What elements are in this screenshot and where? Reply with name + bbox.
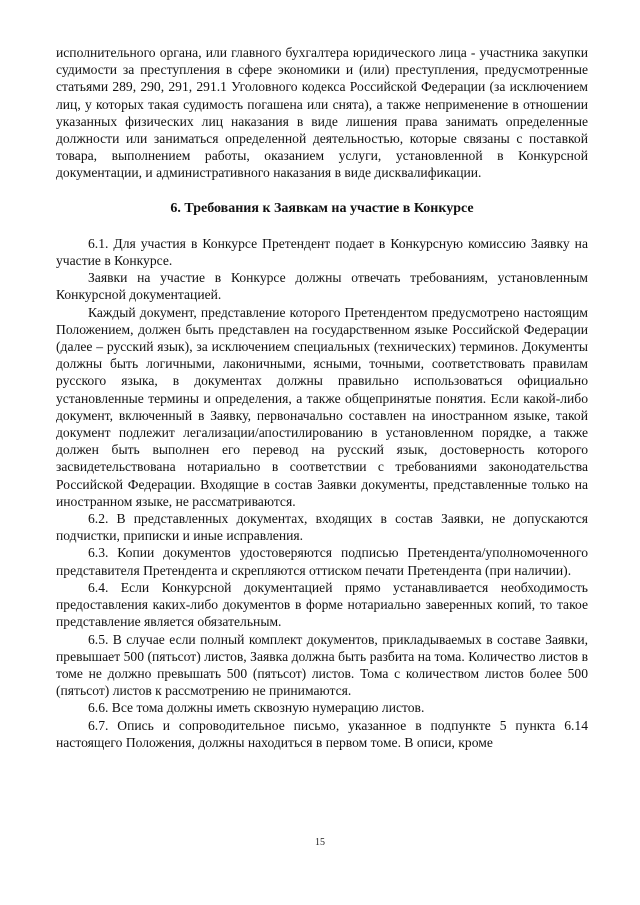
paragraph-6-1: 6.1. Для участия в Конкурсе Претендент подает в Конкурсную комиссию Заявку на участие в Конкурсе. — [56, 235, 588, 269]
paragraph-6-3: 6.3. Копии документов удостоверяются подписью Претендента/уполномоченного представителя Претендента и скрепляются оттиском печати Претендента (при наличии). — [56, 545, 588, 578]
paragraph-continuation: исполнительного органа, или главного бухгалтера юридического лица - участника закупки судимости за преступления в сфере экономики и (или) преступления, предусмотренные статьями 289, 290, 291, 291.1 Уголовного кодекса Российской Федерации (за исключением лиц, у которых такая судимость погашена или снята), а также неприменение в отношении указанных физических лиц наказания в виде лишения права занимать определенные должности или заниматься определенной деятельностью, которые связаны с поставкой товара, выполнением работы, оказанием услуги, установленной в Конкурсной документации, и административного наказания в виде дисквалификации. — [56, 45, 588, 181]
document-page — [56, 44, 588, 751]
paragraph-6-7: 6.7. Опись и сопроводительное письмо, указанное в подпункте 5 пункта 6.14 настоящего Положения, должны находиться в первом томе. В описи, кроме — [56, 717, 588, 750]
paragraph-language: Каждый документ, представление которого Претендентом предусмотрено настоящим Положением, должен быть представлен на государственном языке Российской Федерации (далее – русский язык), за исключением специальных (технических) терминов. Документы должны быть логичными, лаконичными, ясными, точными, соответствовать правилам русского языка, в документах должны правильно использоваться официально установленные термины и определения, а также общепринятые понятия. Если какой-либо документ, включенный в Заявку, первоначально составлен на иностранном языке, такой документ подлежит легализации/апостилированию в установленном порядке, а также должен быть выполнен его перевод на русский язык, достоверность которого засвидетельствована нотариально в соответствии с требованиями законодательства Российской Федерации. Входящие в состав Заявки документы, представленные только на иностранном языке, не рассматриваются. — [56, 304, 588, 509]
page-number: 15 — [315, 837, 325, 848]
paragraph-6-2: 6.2. В представленных документах, входящих в состав Заявки, не допускаются подчистки, приписки и иные исправления. — [56, 511, 588, 544]
paragraph-6-6: 6.6. Все тома должны иметь сквозную нумерацию листов. — [88, 700, 425, 716]
section-heading: 6. Требования к Заявкам на участие в Конкурсе — [170, 200, 474, 216]
paragraph-6-5: 6.5. В случае если полный комплект документов, прикладываемых в составе Заявки, превышает 500 (пятьсот) листов, Заявка должна быть разбита на тома. Количество листов в томе не должно превышать 500 (пятьсот) листов. Тома с количеством листов более 500 (пятьсот) листов к рассмотрению не принимаются. — [56, 631, 588, 699]
paragraph-6-4: 6.4. Если Конкурсной документацией прямо устанавливается необходимость предоставления каких-либо документов в форме нотариально заверенных копий, то такое представление является обязательным. — [56, 579, 588, 630]
paragraph-requirements: Заявки на участие в Конкурсе должны отвечать требованиям, установленным Конкурсной документацией. — [56, 270, 588, 303]
